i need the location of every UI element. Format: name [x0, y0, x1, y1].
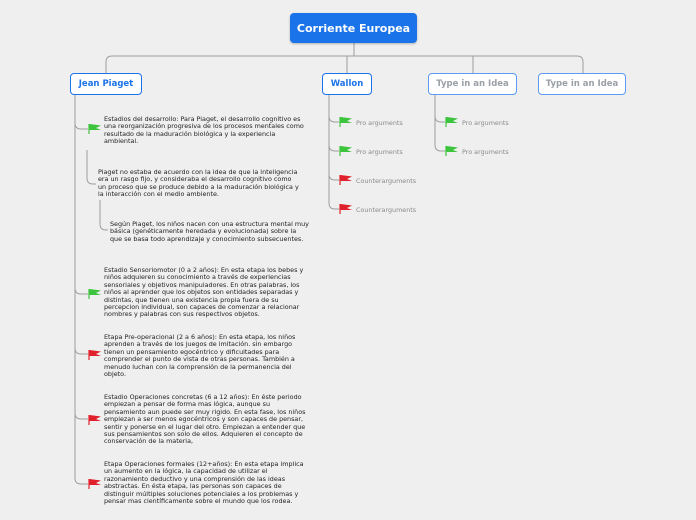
idea1-item-2[interactable]: Pro arguments — [462, 148, 509, 156]
piaget-item-5[interactable]: Etapa Pre-operacional (2 a 6 años): En esta etapa, los niños aprenden a través de los juegos de imitación. sin embargo tienen un pensamiento egocéntrico y dificultades para comprender el punto de vista de otras personas. También a menudo luchan con la comprensión de la permanencia del objeto. — [104, 333, 296, 379]
piaget-item-6[interactable]: Estadio Operaciones concretas (6 a 12 años): En éste periodo empiezan a pensar de forma mas lógica, aunque su pensamiento aun puede ser muy rigido. En esta fase, los niños empiezan a ser menos egocéntricos y son capaces de pensar, sentir y ponerse en el lugar del otro. Empiezan a entender que sus pensamientos son solo de ellos. Adquieren el concepto de conservación de la materia, — [104, 393, 306, 446]
green-flag-icon — [339, 145, 353, 157]
branch-wallon[interactable]: Wallon — [322, 73, 372, 95]
piaget-item-1[interactable]: Estadios del desarrollo: Para Piaget, el desarrollo cognitivo es una reorganización progresiva de los procesos mentales como resultado de la maduración biológica y la experiencia ambiental. — [104, 115, 304, 146]
red-flag-icon — [88, 349, 102, 361]
green-flag-icon — [88, 288, 102, 300]
red-flag-icon — [88, 478, 102, 490]
red-flag-icon — [88, 414, 102, 426]
red-flag-icon — [339, 174, 353, 186]
green-flag-icon — [88, 123, 102, 135]
green-flag-icon — [445, 145, 459, 157]
wallon-item-2[interactable]: Pro arguments — [356, 148, 403, 156]
branch-idea-1[interactable]: Type in an Idea — [428, 73, 517, 95]
green-flag-icon — [445, 116, 459, 128]
green-flag-icon — [339, 116, 353, 128]
piaget-item-7[interactable]: Etapa Operaciones formales (12+años): En esta etapa implica un aumento en la lógica, la capacidad de utilizar el razonamiento deductivo y una comprensión de las ideas abstractas. En ésta etapa, las personas son capaces de distinguir múltiples soluciones potenciales a los problemas y pensar mas científicamente sobre el mundo que los rodea. — [104, 460, 304, 506]
wallon-item-4[interactable]: Counterarguments — [356, 206, 417, 214]
red-flag-icon — [339, 203, 353, 215]
wallon-item-3[interactable]: Counterarguments — [356, 177, 417, 185]
branch-idea-2[interactable]: Type in an Idea — [538, 73, 626, 95]
root-topic[interactable]: Corriente Europea — [290, 13, 417, 43]
piaget-item-3[interactable]: Según Piaget, los niños nacen con una estructura mental muy básica (genéticamente heredada y evolucionada) sobre la que se basa todo aprendizaje y conocimiento subsecuentes. — [110, 220, 309, 243]
idea1-item-1[interactable]: Pro arguments — [462, 119, 509, 127]
wallon-item-1[interactable]: Pro arguments — [356, 119, 403, 127]
piaget-item-4[interactable]: Estadio Sensoriomotor (0 a 2 años): En esta etapa los bebes y niños adquieren su conocimiento a través de experiencias sensoriales y objetivos manipuladores. En otras palabras, los niños al aprender que los objetos son entidades separadas y distintas, que tienen una existencia propia fuera de su percepcion individual, son capaces de comenzar a relacionar nombres y palabras con sus respectivos objetos. — [104, 266, 304, 319]
branch-jean-piaget[interactable]: Jean Piaget — [70, 73, 142, 95]
piaget-item-2[interactable]: Piaget no estaba de acuerdo con la idea de que la inteligencia era un rasgo fijo, y consideraba el desarrollo cognitivo como un proceso que se produce debido a la maduración biológica y la interacción con el medio ambiente. — [98, 168, 299, 199]
